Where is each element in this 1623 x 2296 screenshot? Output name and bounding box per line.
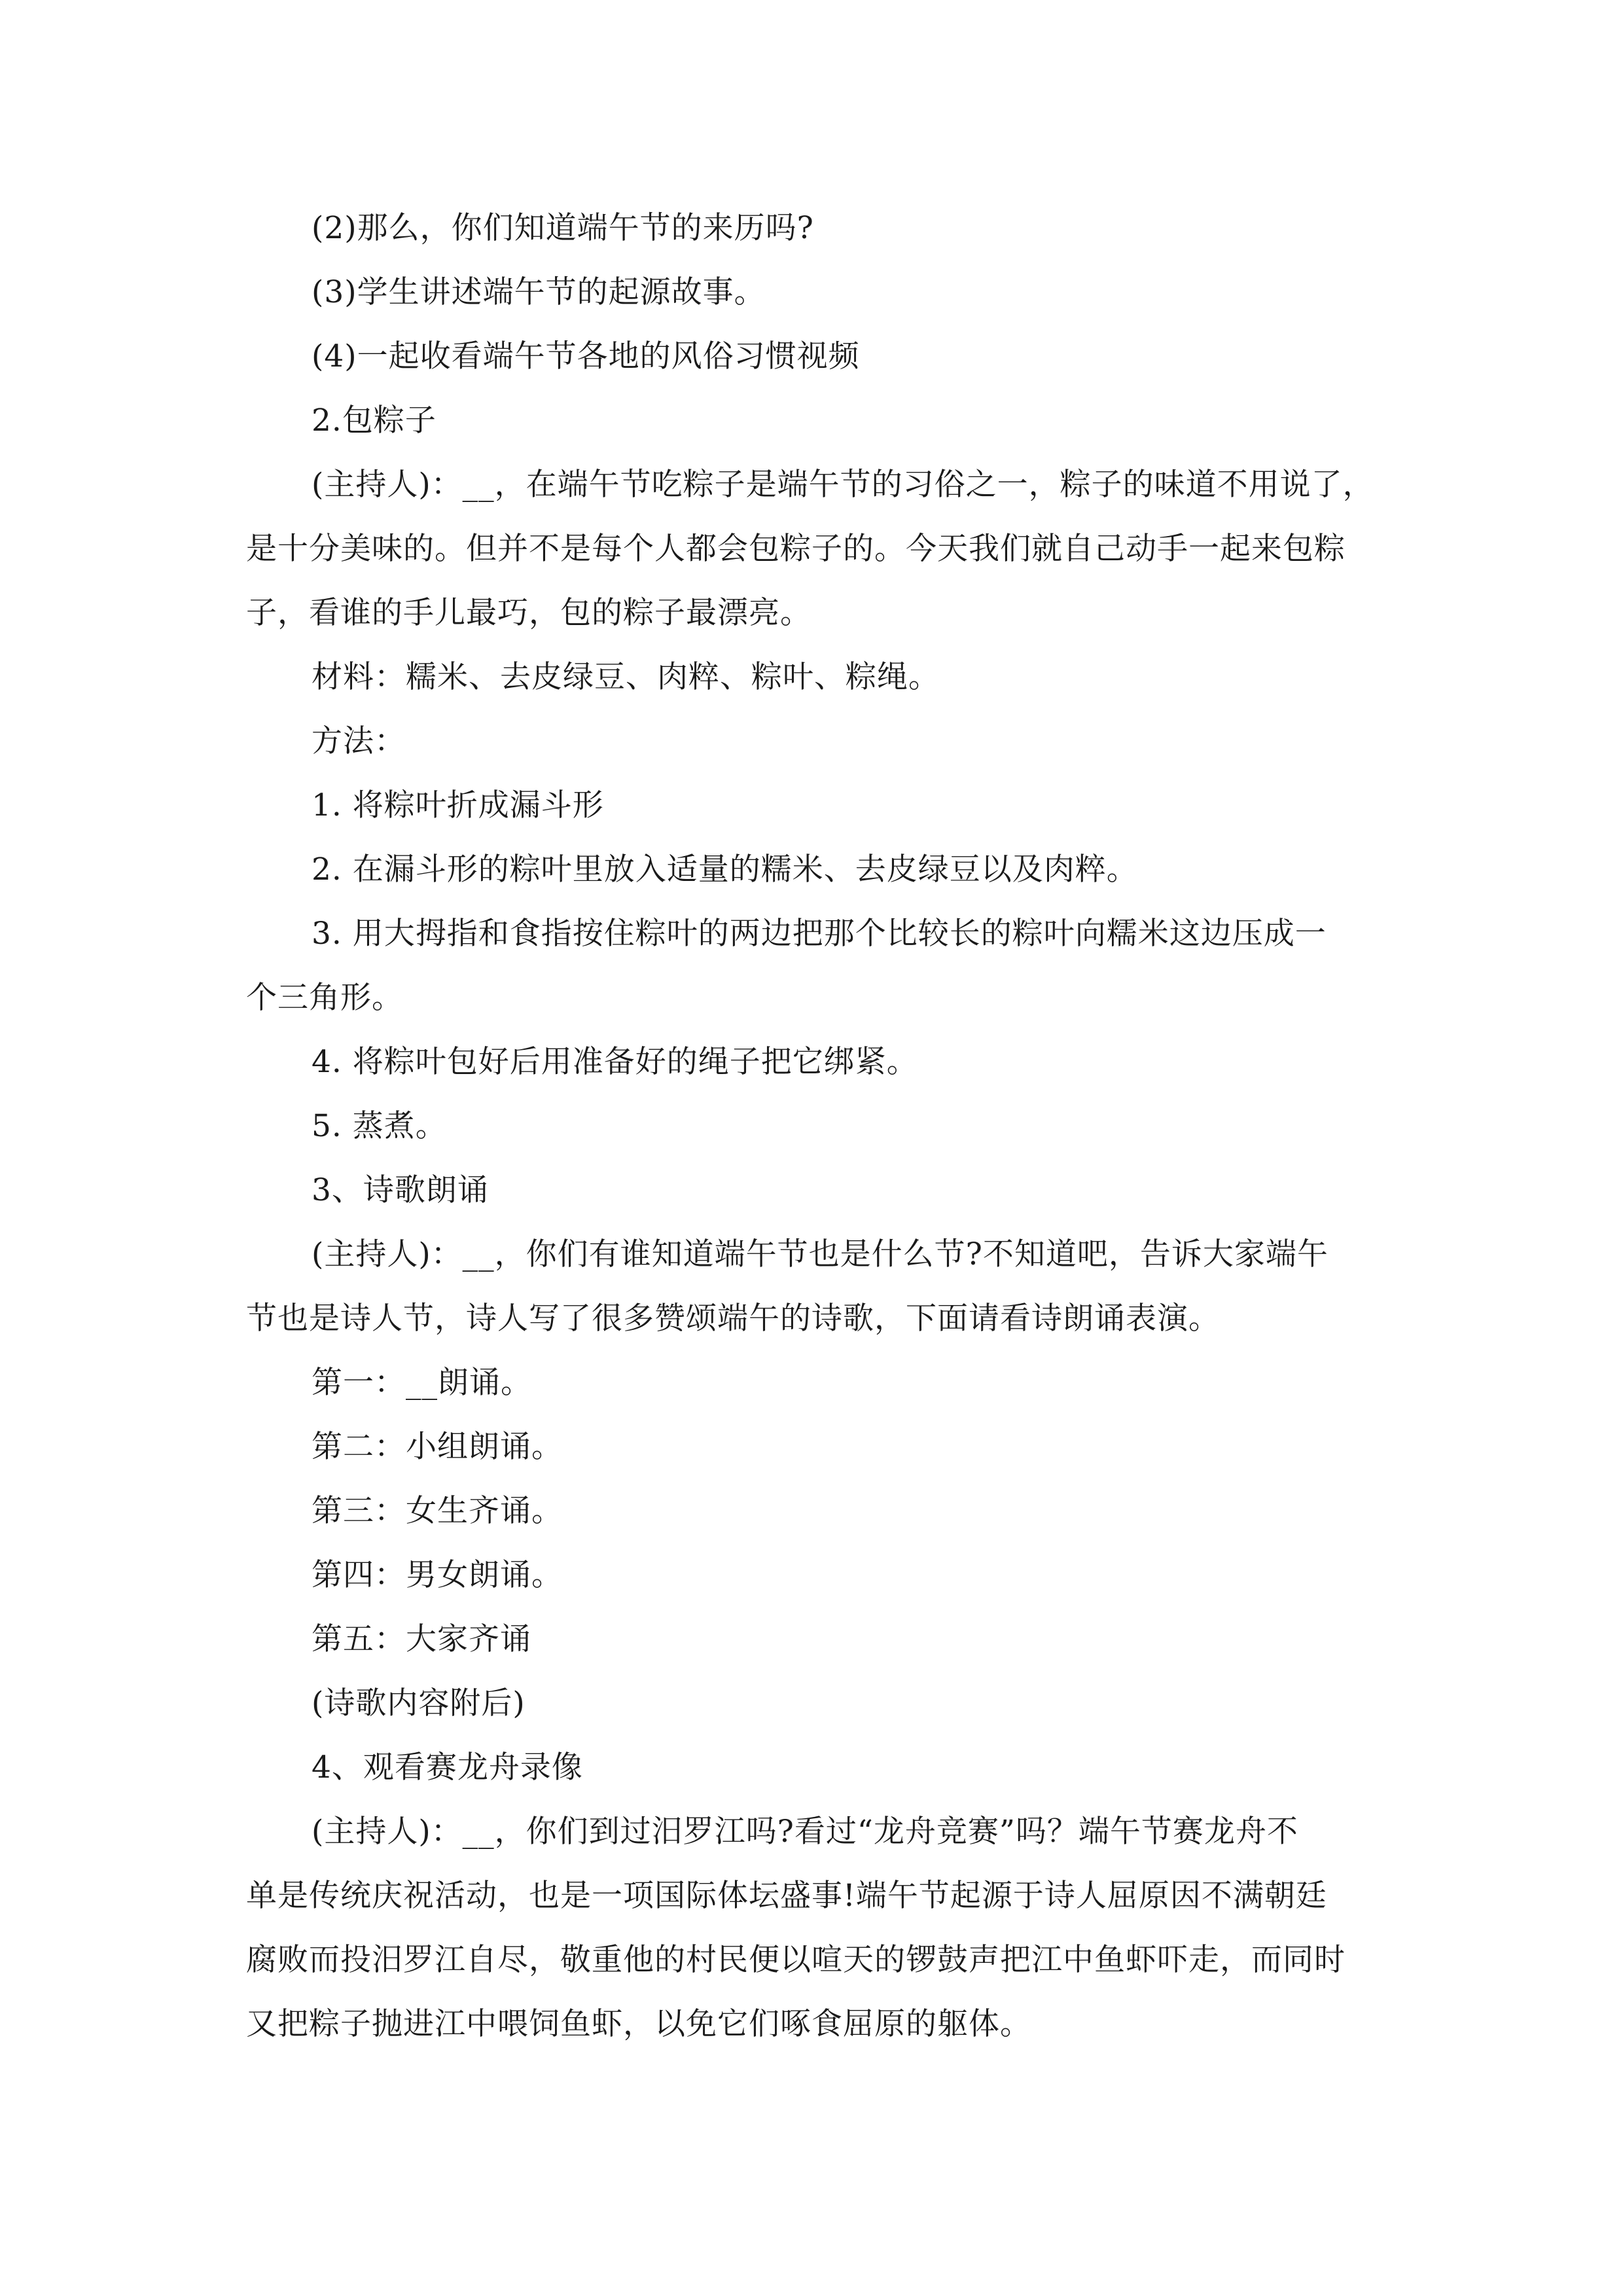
text-line: 是十分美味的。但并不是每个人都会包粽子的。今天我们就自己动手一起来包粽 — [246, 531, 1346, 567]
text-line: (主持人)：__，你们到过汨罗江吗?看过“龙舟竞赛”吗？端午节赛龙舟不 — [312, 1814, 1298, 1850]
text-line: 个三角形。 — [246, 980, 403, 1016]
text-line: 4、观看赛龙舟录像 — [312, 1749, 583, 1785]
text-line: 腐败而投汨罗江自尽，敬重他的村民便以喧天的锣鼓声把江中鱼虾吓走，而同时 — [246, 1942, 1346, 1978]
text-line: 第四：男女朗诵。 — [312, 1557, 563, 1593]
text-line: 3、诗歌朗诵 — [312, 1172, 489, 1208]
text-line: 材料：糯米、去皮绿豆、肉粹、粽叶、粽绳。 — [312, 659, 940, 695]
text-line: 5. 蒸煮。 — [312, 1108, 447, 1144]
text-line: 第五：大家齐诵 — [312, 1621, 531, 1657]
text-line: 又把粽子抛进江中喂饲鱼虾，以免它们啄食屈原的躯体。 — [246, 2006, 1031, 2042]
text-line: 4. 将粽叶包好后用准备好的绳子把它绑紧。 — [312, 1044, 918, 1080]
text-line: (诗歌内容附后) — [312, 1685, 526, 1721]
text-line: 子，看谁的手儿最巧，包的粽子最漂亮。 — [246, 595, 812, 631]
text-line: 第一：__朗诵。 — [312, 1365, 532, 1401]
text-line: (2)那么，你们知道端午节的来历吗? — [312, 210, 814, 246]
document-body — [246, 196, 1380, 2056]
text-line: 节也是诗人节，诗人写了很多赞颂端午的诗歌，下面请看诗朗诵表演。 — [246, 1300, 1220, 1336]
text-line: 单是传统庆祝活动，也是一项国际体坛盛事!端午节起源于诗人屈原因不满朝廷 — [246, 1878, 1327, 1914]
text-line: (3)学生讲述端午节的起源故事。 — [312, 274, 766, 310]
text-line: 2. 在漏斗形的粽叶里放入适量的糯米、去皮绿豆以及肉粹。 — [312, 852, 1138, 888]
text-line: (主持人)：__，你们有谁知道端午节也是什么节?不知道吧，告诉大家端午 — [312, 1236, 1329, 1272]
text-line: 方法： — [312, 723, 406, 759]
text-line: 第二：小组朗诵。 — [312, 1429, 563, 1465]
text-line: 第三：女生齐诵。 — [312, 1493, 563, 1529]
text-line: 1. 将粽叶折成漏斗形 — [312, 787, 604, 823]
text-line: 2.包粽子 — [312, 403, 437, 439]
text-line: (4)一起收看端午节各地的风俗习惯视频 — [312, 338, 860, 374]
text-line: (主持人)：__，在端午节吃粽子是端午节的习俗之一，粽子的味道不用说了， — [312, 467, 1374, 503]
text-line: 3. 用大拇指和食指按住粽叶的两边把那个比较长的粽叶向糯米这边压成一 — [312, 916, 1327, 952]
